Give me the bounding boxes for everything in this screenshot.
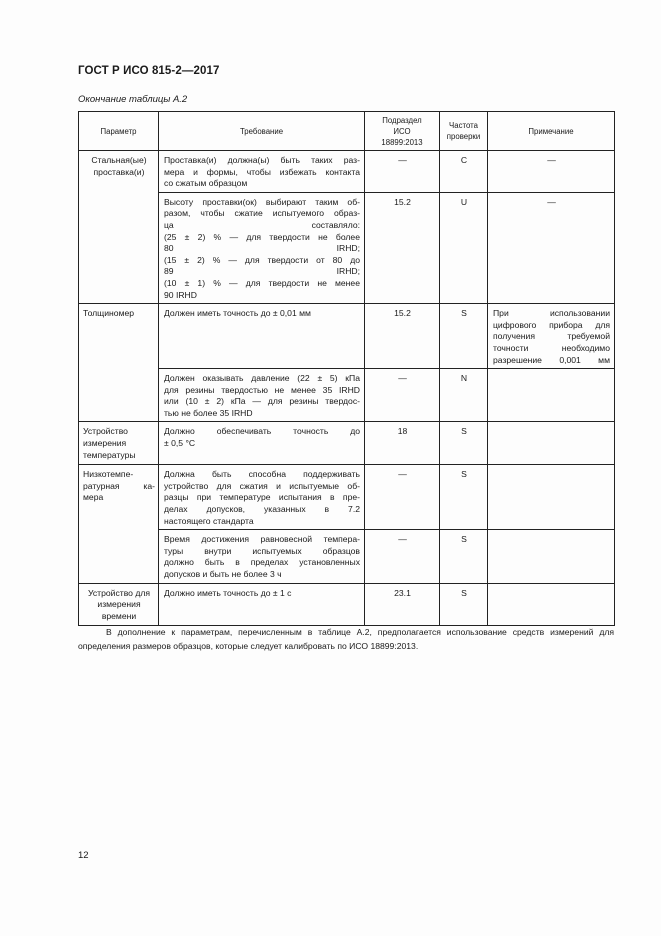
table-header-row — [79, 112, 615, 151]
column-header-parameter: Параметр — [79, 112, 159, 151]
text-line: или (10 ± 2) кПа — для резины твердос- — [164, 396, 360, 407]
column-header-section: Подраздел ИСО 18899:2013 — [365, 112, 440, 151]
parameter-cell: Устройство измерения температуры — [79, 422, 159, 465]
requirement-cell: Должно иметь точность до ± 1 с — [159, 583, 365, 626]
text-line: Низкотемпе- — [83, 469, 134, 480]
table-row — [79, 465, 615, 530]
note-cell — [488, 530, 615, 583]
text-line: делах допусков, указанных в 7.2 — [164, 504, 360, 515]
page-number: 12 — [78, 850, 89, 861]
column-header-note: Примечание — [488, 112, 615, 151]
frequency-cell: S — [440, 583, 488, 626]
section-cell: 15.2 — [365, 304, 440, 369]
section-cell: — — [365, 369, 440, 422]
document-header: ГОСТ Р ИСО 815-2—2017 — [78, 65, 220, 77]
text-line: для резины твердостью не менее 35 IRHD — [164, 384, 360, 395]
requirement-cell — [159, 530, 365, 583]
text-line: 80 IRHD; — [164, 243, 360, 254]
frequency-cell: C — [440, 151, 488, 193]
text-line: разом, чтобы сжатие испытуемого образ- — [164, 208, 360, 219]
text-line: Время достижения равновесной темпера- — [164, 534, 360, 545]
text-line: мера и формы, чтобы избежать контакта — [164, 166, 360, 177]
text-line: настоящего стандарта — [164, 515, 254, 526]
table-row — [79, 192, 615, 303]
table-caption: Окончание таблицы А.2 — [78, 94, 188, 105]
text-line: допусков и быть не более 3 ч — [164, 569, 282, 579]
note-cell — [488, 369, 615, 422]
section-cell: — — [365, 530, 440, 583]
requirements-table — [78, 111, 615, 626]
table-row — [79, 369, 615, 422]
section-cell: 23.1 — [365, 583, 440, 626]
text-line: разцы при температуре испытания в пре- — [164, 492, 360, 503]
requirement-cell: Должен иметь точность до ± 0,01 мм — [159, 304, 365, 369]
note-cell: При использовании цифрового прибора для получения требуемой точности необходимо разрешение 0,001 мм — [488, 304, 615, 369]
section-cell: 15.2 — [365, 192, 440, 303]
requirement-cell — [159, 151, 365, 193]
text-line: устройство для сжатия и испытуемые об- — [164, 480, 360, 491]
section-cell: — — [365, 151, 440, 193]
parameter-cell: Толщиномер — [79, 304, 159, 422]
closing-paragraph: В дополнение к параметрам, перечисленным в таблице А.2, предполагается использование средств измерений для определения размеров образцов, которые следует калибровать по ИСО 18899:2013. — [78, 627, 614, 651]
text-line: (10 ± 1) % — для твердости не менее — [164, 277, 360, 288]
requirement-cell — [159, 465, 365, 530]
text-line: Должно обеспечивать точность до — [164, 426, 360, 437]
text-line: 90 IRHD — [164, 289, 197, 300]
text-line: Должен оказывать давление (22 ± 5) кПа — [164, 373, 360, 384]
table-row — [79, 304, 615, 369]
table-row — [79, 530, 615, 583]
text-line: (15 ± 2) % — для твердости от 80 до — [164, 254, 360, 265]
frequency-cell: S — [440, 304, 488, 369]
frequency-cell: S — [440, 422, 488, 465]
text-line: ± 0,5 °С — [164, 438, 196, 449]
text-line: ратурная ка- — [83, 480, 155, 491]
table-row — [79, 583, 615, 626]
note-cell: — — [488, 192, 615, 303]
column-header-requirement: Требование — [159, 112, 365, 151]
text-line: со сжатым образцом — [164, 178, 248, 189]
text-line: тью не более 35 IRHD — [164, 407, 253, 418]
requirement-cell — [159, 192, 365, 303]
frequency-cell: N — [440, 369, 488, 422]
table-row — [79, 422, 615, 465]
frequency-cell: U — [440, 192, 488, 303]
text-line: должно быть в пределах установленных — [164, 557, 360, 568]
note-cell — [488, 422, 615, 465]
text-line: Должна быть способна поддерживать — [164, 469, 360, 480]
text-line: мера — [83, 492, 104, 503]
text-line: Высоту проставки(ок) выбирают таким об- — [164, 196, 360, 207]
requirement-cell — [159, 369, 365, 422]
parameter-cell: Стальная(ые) проставка(и) — [79, 151, 159, 304]
parameter-cell: Устройство для измерения времени — [79, 583, 159, 626]
section-cell: — — [365, 465, 440, 530]
requirement-cell — [159, 422, 365, 465]
text-line: ца составляло: — [164, 219, 360, 230]
text-line: 89 IRHD; — [164, 266, 360, 277]
table-row — [79, 151, 615, 193]
note-cell — [488, 465, 615, 530]
text-line: Проставка(и) должна(ы) быть таких раз- — [164, 155, 360, 165]
note-cell — [488, 583, 615, 626]
text-line: туры внутри испытуемых образцов — [164, 545, 360, 556]
parameter-cell — [79, 465, 159, 583]
section-cell: 18 — [365, 422, 440, 465]
frequency-cell: S — [440, 530, 488, 583]
column-header-frequency: Частота проверки — [440, 112, 488, 151]
frequency-cell: S — [440, 465, 488, 530]
note-cell: — — [488, 151, 615, 193]
text-line: (25 ± 2) % — для твердости не более — [164, 231, 360, 242]
